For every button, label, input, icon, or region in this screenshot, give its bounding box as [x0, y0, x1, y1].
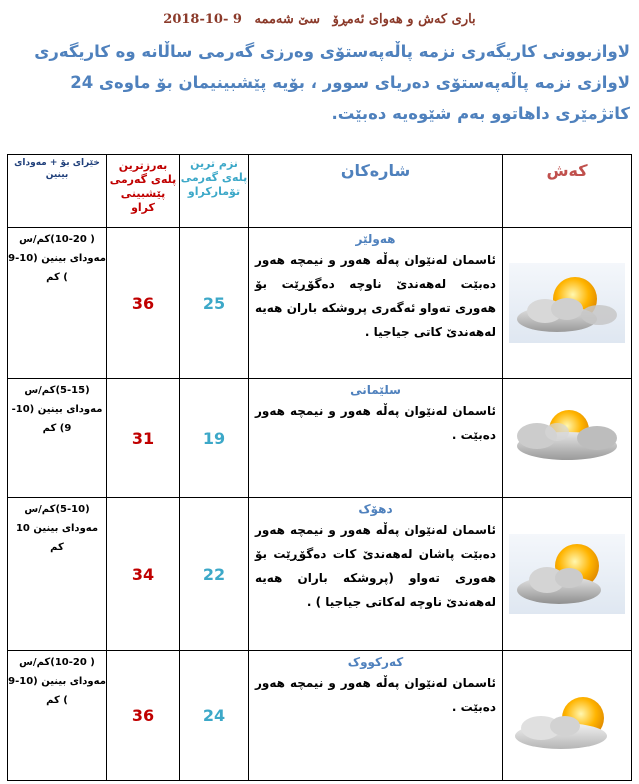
wind-visibility: ( 10-20)کم/س مەودای بینین (10-9 ) کم [8, 651, 107, 781]
partly-cloudy-sun-icon [507, 261, 627, 345]
min-temp: 22 [180, 498, 249, 651]
max-temp: 31 [107, 379, 180, 498]
city-cell [249, 651, 503, 781]
city-name: سلێمانی [350, 383, 401, 397]
weather-icon-cell [503, 498, 632, 651]
header-min-temp: نزم ترین پلەی گەرمی تۆمارکراو [180, 155, 249, 228]
table-header-row [8, 155, 632, 228]
header-max-temp: بەرزترین پلەی گەرمی پێشبینی کراو [107, 155, 180, 228]
header-cities: شارەکان [249, 155, 503, 228]
wind-visibility: (5-15)کم/س مەودای بینین (10-9) کم [8, 379, 107, 498]
city-name: کەرکووک [347, 655, 404, 669]
partly-cloudy-sun-icon [507, 396, 627, 480]
table-row [8, 228, 632, 379]
city-cell [249, 498, 503, 651]
weather-description: ئاسمان لەنێوان پەڵە هەور و نیمچە هەور دەبێت . [255, 676, 496, 714]
weather-description: ئاسمان لەنێوان پەڵە هەور و نیمچە هەور دەبێت لەهەندێ ناوچە دەگۆڕێت بۆ هەوری تەواو ئەگەری پروشکە باران هەیە لەهەندێ کاتی جیاجیا . [255, 253, 496, 339]
city-name: دهۆک [358, 502, 393, 516]
weather-icon-cell [503, 228, 632, 379]
wind-visibility: ( 10-20)کم/س مەودای بینین (10-9 ) کم [8, 228, 107, 379]
weather-description: ئاسمان لەنێوان پەڵە هەور و نیمچە هەور دەبێت پاشان لەهەندێ کات دەگۆڕێت بۆ هەوری تەواو (پروشکە باران هەیە لەهەندێ ناوچە لەکاتی جیاجیا ) . [255, 523, 496, 609]
weather-icon-cell [503, 379, 632, 498]
forecast-title: باری کەش و هەوای ئەمڕۆ [332, 12, 476, 27]
forecast-table [7, 154, 632, 781]
min-temp: 19 [180, 379, 249, 498]
partly-cloudy-sun-icon [507, 532, 627, 616]
forecast-intro: لاوازبوونی کاریگەری نزمە پاڵەپەستۆی وەرزی گەرمی ساڵانە وە کاریگەری لاوازی نزمە پاڵەپەستۆی دەریای سوور ، بۆیە پێشبینیمان بۆ ماوەی 24 کاتژمێری داهاتوو بەم شێوەیە دەبێت. [34, 42, 630, 123]
forecast-date: 2018-10- 9 [163, 12, 242, 27]
city-cell [249, 228, 503, 379]
header-wind: خێرای بۆ + مەودای بینین [8, 155, 107, 228]
city-cell [249, 379, 503, 498]
partly-cloudy-sun-icon [507, 674, 627, 758]
max-temp: 36 [107, 651, 180, 781]
max-temp: 36 [107, 228, 180, 379]
forecast-day: سێ شەممە [254, 12, 321, 27]
table-row [8, 498, 632, 651]
min-temp: 24 [180, 651, 249, 781]
max-temp: 34 [107, 498, 180, 651]
wind-visibility: (5-10)کم/س مەودای بینین 10 کم [8, 498, 107, 651]
table-row [8, 379, 632, 498]
page-title [0, 12, 639, 27]
weather-icon-cell [503, 651, 632, 781]
header-weather: کەش [503, 155, 632, 228]
table-row [8, 651, 632, 781]
weather-description: ئاسمان لەنێوان پەڵە هەور و نیمچە هەور دەبێت . [255, 404, 496, 442]
city-name: هەولێر [355, 232, 396, 246]
min-temp: 25 [180, 228, 249, 379]
